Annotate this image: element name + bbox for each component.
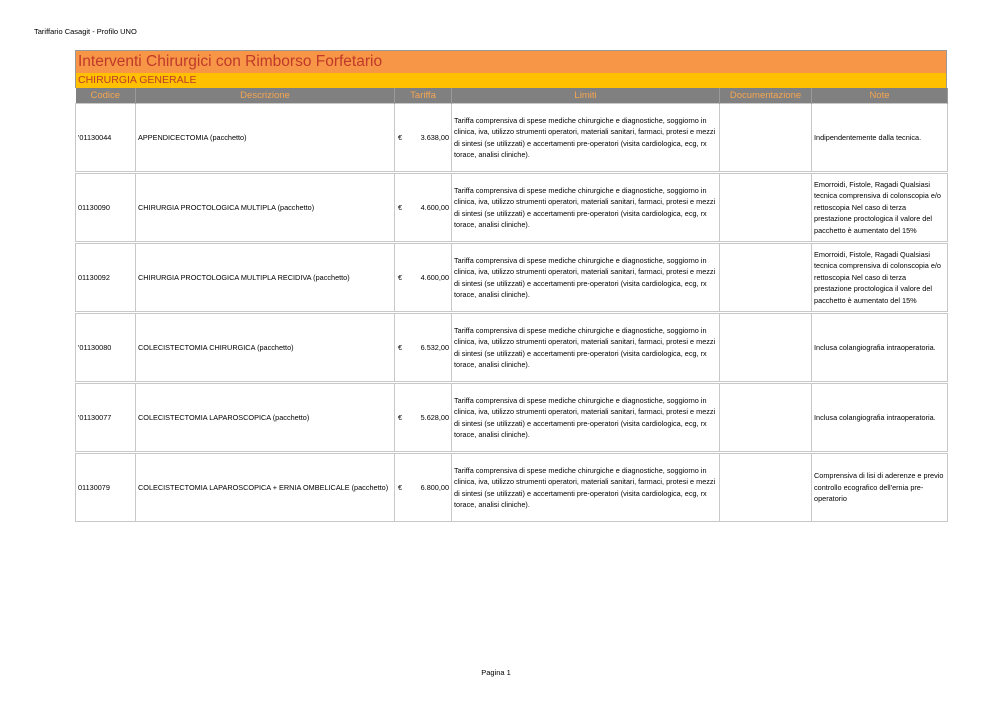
cell-documentazione — [720, 174, 812, 242]
col-header-descrizione: Descrizione — [136, 88, 395, 104]
cell-currency: € — [395, 314, 414, 382]
cell-limiti: Tariffa comprensiva di spese mediche chirurgiche e diagnostiche, soggiorno in clinica, iva, utilizzo strumenti operatori, materiali sanitari, farmaci, protesi e mezzi di sintesi (se utilizzati) e accertamenti pre-operatori (visita cardiologica, ecg, rx torace, analisi cliniche). — [452, 384, 720, 452]
note-text: Emorroidi, Fistole, Ragadi Qualsiasi tecnica comprensiva di colonscopia e/o rettoscopia Nel caso di terza prestazione proctologica il valore del pacchetto è aumentato del 15% — [814, 179, 941, 235]
cell-currency: € — [395, 174, 414, 242]
cell-tariffa: 5.628,00 — [414, 384, 452, 452]
note-text: Emorroidi, Fistole, Ragadi Qualsiasi tecnica comprensiva di colonscopia e/o rettoscopia Nel caso di terza prestazione proctologica il valore del pacchetto è aumentato del 15% — [814, 249, 941, 305]
sheet-title: Interventi Chirurgici con Rimborso Forfetario — [75, 50, 947, 73]
cell-descrizione: CHIRURGIA PROCTOLOGICA MULTIPLA (pacchetto) — [136, 174, 395, 242]
cell-codice: 01130092 — [76, 244, 136, 312]
cell-descrizione: APPENDICECTOMIA (pacchetto) — [136, 104, 395, 172]
cell-limiti: Tariffa comprensiva di spese mediche chirurgiche e diagnostiche, soggiorno in clinica, iva, utilizzo strumenti operatori, materiali sanitari, farmaci, protesi e mezzi di sintesi (se utilizzati) e accertamenti pre-operatori (visita cardiologica, ecg, rx torace, analisi cliniche). — [452, 244, 720, 312]
cell-tariffa: 6.532,00 — [414, 314, 452, 382]
cell-documentazione — [720, 314, 812, 382]
cell-tariffa: 4.600,00 — [414, 244, 452, 312]
cell-note — [812, 454, 948, 522]
cell-documentazione — [720, 454, 812, 522]
cell-note — [812, 174, 948, 242]
table-row — [76, 384, 948, 452]
table-row — [76, 244, 948, 312]
page-header: Tariffario Casagit - Profilo UNO — [34, 27, 137, 36]
cell-limiti: Tariffa comprensiva di spese mediche chirurgiche e diagnostiche, soggiorno in clinica, iva, utilizzo strumenti operatori, materiali sanitari, farmaci, protesi e mezzi di sintesi (se utilizzati) e accertamenti pre-operatori (visita cardiologica, ecg, rx torace, analisi cliniche). — [452, 314, 720, 382]
page-number: Pagina 1 — [481, 668, 511, 677]
table-header-row — [76, 88, 948, 104]
cell-note — [812, 244, 948, 312]
cell-currency: € — [395, 104, 414, 172]
cell-tariffa: 6.800,00 — [414, 454, 452, 522]
table-row — [76, 454, 948, 522]
cell-codice: '01130044 — [76, 104, 136, 172]
note-text: Inclusa colangiografia intraoperatoria. — [814, 342, 936, 352]
cell-note — [812, 104, 948, 172]
table-body — [76, 104, 948, 522]
cell-currency: € — [395, 244, 414, 312]
note-text: Indipendentemente dalla tecnica. — [814, 132, 922, 142]
cell-descrizione: COLECISTECTOMIA LAPAROSCOPICA (pacchetto) — [136, 384, 395, 452]
col-header-documentazione: Documentazione — [720, 88, 812, 104]
cell-codice: 01130090 — [76, 174, 136, 242]
cell-limiti: Tariffa comprensiva di spese mediche chirurgiche e diagnostiche, soggiorno in clinica, iva, utilizzo strumenti operatori, materiali sanitari, farmaci, protesi e mezzi di sintesi (se utilizzati) e accertamenti pre-operatori (visita cardiologica, ecg, rx torace, analisi cliniche). — [452, 454, 720, 522]
col-header-tariffa: Tariffa — [395, 88, 452, 104]
table-row — [76, 104, 948, 172]
cell-codice: '01130077 — [76, 384, 136, 452]
cell-documentazione — [720, 244, 812, 312]
cell-limiti: Tariffa comprensiva di spese mediche chirurgiche e diagnostiche, soggiorno in clinica, iva, utilizzo strumenti operatori, materiali sanitari, farmaci, protesi e mezzi di sintesi (se utilizzati) e accertamenti pre-operatori (visita cardiologica, ecg, rx torace, analisi cliniche). — [452, 174, 720, 242]
col-header-note: Note — [812, 88, 948, 104]
cell-currency: € — [395, 454, 414, 522]
cell-descrizione: COLECISTECTOMIA CHIRURGICA (pacchetto) — [136, 314, 395, 382]
note-text: Inclusa colangiografia intraoperatoria. — [814, 412, 936, 422]
col-header-limiti: Limiti — [452, 88, 720, 104]
table-row — [76, 174, 948, 242]
cell-note — [812, 314, 948, 382]
tariff-sheet — [75, 50, 947, 522]
tariff-table — [75, 88, 948, 522]
cell-documentazione — [720, 384, 812, 452]
section-title: CHIRURGIA GENERALE — [75, 73, 947, 88]
table-row — [76, 314, 948, 382]
cell-tariffa: 4.600,00 — [414, 174, 452, 242]
cell-currency: € — [395, 384, 414, 452]
note-text: Comprensiva di lisi di aderenze e previo controllo ecografico dell'ernia pre-operatorio — [814, 471, 944, 504]
cell-descrizione: CHIRURGIA PROCTOLOGICA MULTIPLA RECIDIVA (pacchetto) — [136, 244, 395, 312]
cell-codice: 01130079 — [76, 454, 136, 522]
cell-tariffa: 3.638,00 — [414, 104, 452, 172]
cell-codice: '01130080 — [76, 314, 136, 382]
cell-note — [812, 384, 948, 452]
col-header-codice: Codice — [76, 88, 136, 104]
cell-documentazione — [720, 104, 812, 172]
cell-limiti: Tariffa comprensiva di spese mediche chirurgiche e diagnostiche, soggiorno in clinica, iva, utilizzo strumenti operatori, materiali sanitari, farmaci, protesi e mezzi di sintesi (se utilizzati) e accertamenti pre-operatori (visita cardiologica, ecg, rx torace, analisi cliniche). — [452, 104, 720, 172]
cell-descrizione: COLECISTECTOMIA LAPAROSCOPICA + ERNIA OMBELICALE (pacchetto) — [136, 454, 395, 522]
